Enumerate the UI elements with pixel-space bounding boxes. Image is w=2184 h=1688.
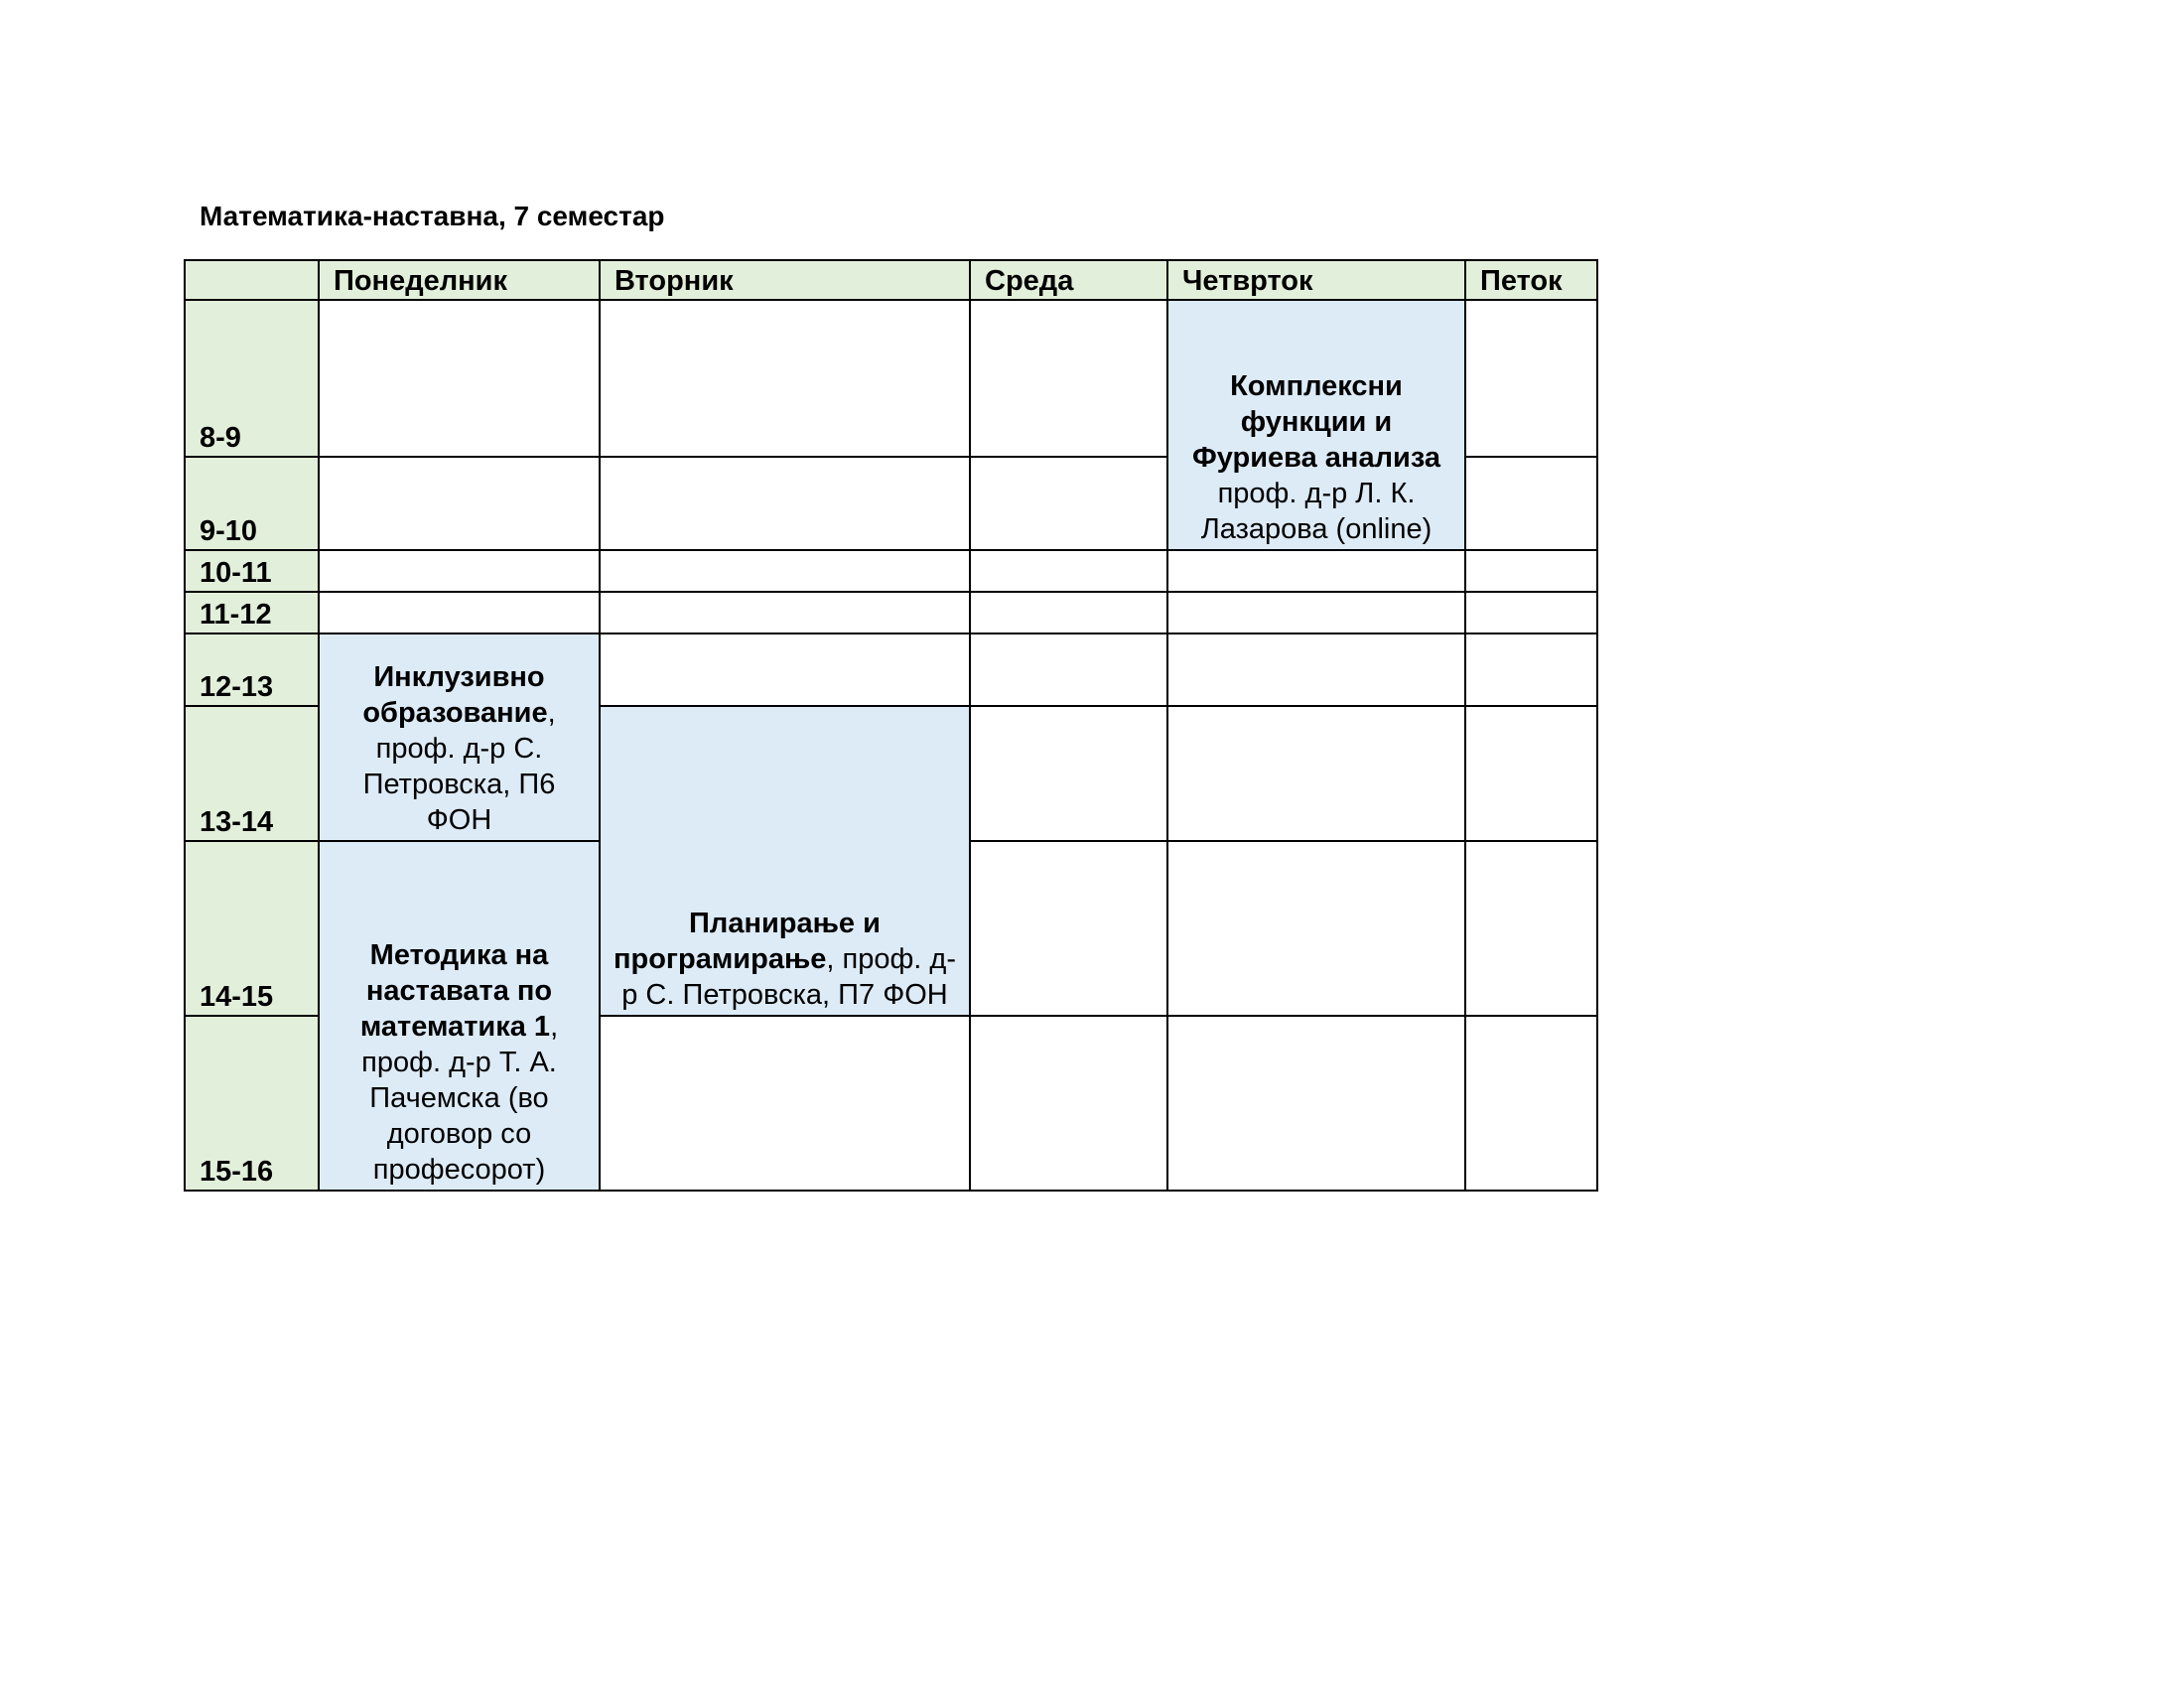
course-cell-kompleksni	[1167, 300, 1465, 550]
course-cell-metodika	[319, 841, 600, 1191]
course-details: , проф. д-р Т. А. Пачемска (во договор со професорот)	[361, 1011, 559, 1186]
empty-cell	[1167, 841, 1465, 1016]
empty-cell	[1465, 550, 1597, 592]
empty-cell	[970, 550, 1167, 592]
time-slot: 10-11	[185, 550, 319, 592]
day-header-monday: Понеделник	[319, 260, 600, 300]
time-slot: 9-10	[185, 457, 319, 550]
day-header-wednesday: Среда	[970, 260, 1167, 300]
day-header-thursday: Четврток	[1167, 260, 1465, 300]
course-cell-inkluzivno	[319, 633, 600, 841]
course-name: Методика на наставата по математика 1	[359, 939, 553, 1043]
empty-cell	[1465, 1016, 1597, 1191]
empty-cell	[970, 633, 1167, 706]
empty-cell	[1465, 841, 1597, 1016]
header-row	[185, 260, 1597, 300]
empty-cell	[600, 550, 970, 592]
empty-cell	[319, 550, 600, 592]
empty-cell	[970, 1016, 1167, 1191]
time-slot: 11-12	[185, 592, 319, 633]
time-row	[185, 550, 1597, 592]
empty-cell	[970, 841, 1167, 1016]
course-name: Комплексни функции и Фуриева анализа	[1192, 370, 1440, 474]
time-row	[185, 633, 1597, 706]
course-details: , проф. д-р С. Петровска, П7 ФОН	[621, 943, 957, 1011]
empty-cell	[1465, 633, 1597, 706]
empty-cell	[970, 457, 1167, 550]
time-slot: 15-16	[185, 1016, 319, 1191]
empty-cell	[1465, 706, 1597, 841]
empty-cell	[970, 300, 1167, 457]
empty-cell	[1167, 1016, 1465, 1191]
empty-cell	[970, 592, 1167, 633]
time-slot: 12-13	[185, 633, 319, 706]
course-name: Инклузивно образование	[362, 661, 548, 729]
empty-cell	[1167, 633, 1465, 706]
time-slot: 13-14	[185, 706, 319, 841]
day-header-friday: Петок	[1465, 260, 1597, 300]
empty-cell	[600, 300, 970, 457]
schedule-table	[184, 259, 1598, 1192]
empty-cell	[319, 300, 600, 457]
time-row	[185, 592, 1597, 633]
empty-cell	[600, 592, 970, 633]
empty-cell	[1167, 592, 1465, 633]
empty-cell	[1465, 592, 1597, 633]
course-details: проф. д-р Л. К. Лазарова (online)	[1200, 478, 1433, 545]
empty-cell	[600, 633, 970, 706]
course-cell-planiranje	[600, 706, 970, 1016]
day-header-tuesday: Вторник	[600, 260, 970, 300]
empty-cell	[600, 457, 970, 550]
time-slot: 14-15	[185, 841, 319, 1016]
time-row	[185, 300, 1597, 457]
empty-cell	[1167, 706, 1465, 841]
page-title: Математика-наставна, 7 семестар	[200, 201, 665, 231]
empty-cell	[1465, 300, 1597, 457]
empty-cell	[1465, 457, 1597, 550]
empty-cell	[319, 592, 600, 633]
empty-cell	[600, 1016, 970, 1191]
course-details: , проф. д-р С. Петровска, П6 ФОН	[362, 697, 556, 836]
course-name: Планирање и програмирање	[613, 908, 881, 975]
empty-cell	[970, 706, 1167, 841]
empty-cell	[319, 457, 600, 550]
time-slot: 8-9	[185, 300, 319, 457]
header-corner	[185, 260, 319, 300]
empty-cell	[1167, 550, 1465, 592]
